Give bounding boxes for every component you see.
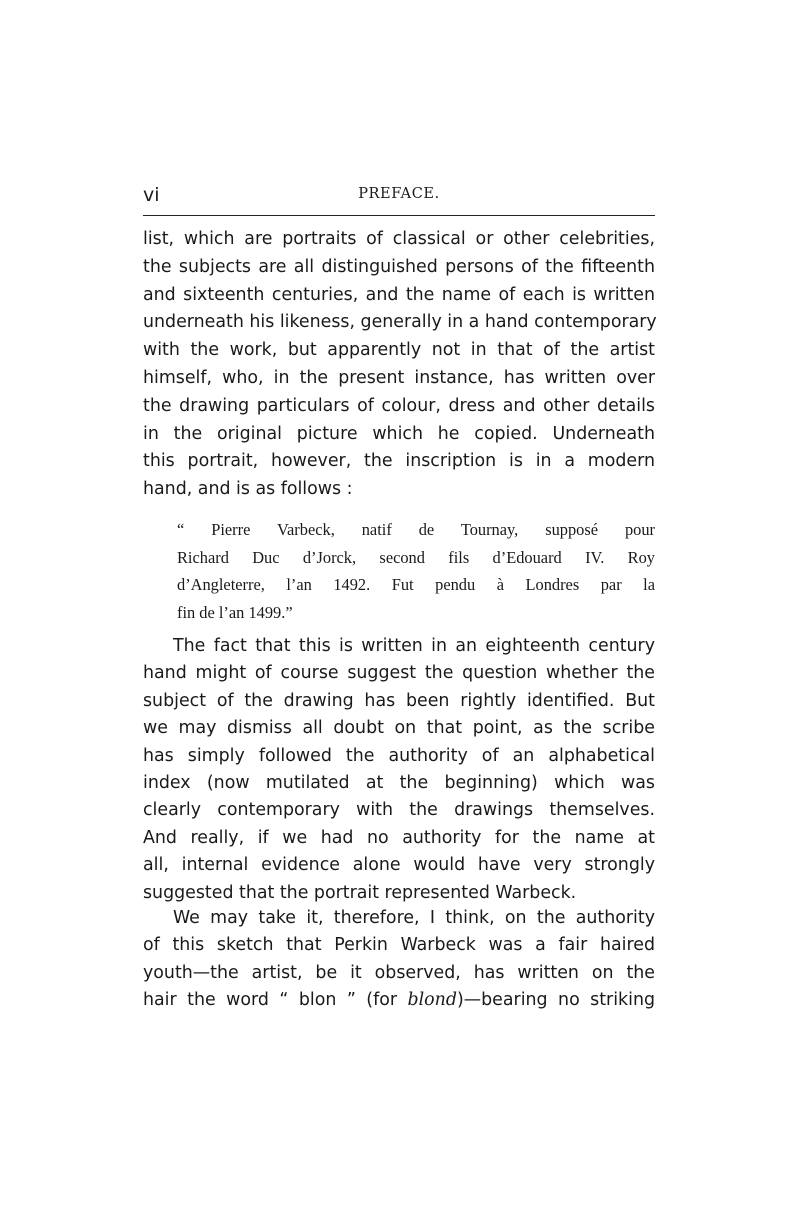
running-title: PREFACE. bbox=[358, 186, 440, 202]
text-line: the drawing particulars of colour, dress and other details bbox=[143, 395, 655, 416]
text-line: has simply followed the authority of an alphabetical bbox=[143, 745, 655, 766]
book-page bbox=[143, 0, 655, 1224]
text-run: )—bearing no striking bbox=[456, 990, 655, 1011]
italic-word: blond bbox=[407, 990, 457, 1011]
text-line: of this sketch that Perkin Warbeck was a fair haired bbox=[143, 935, 655, 956]
paragraph-2 bbox=[143, 633, 655, 907]
text-line: underneath his likeness, generally in a hand contemporary bbox=[143, 312, 657, 333]
paragraph-1 bbox=[143, 226, 655, 504]
text-line: hand, and is as follows : bbox=[143, 479, 353, 500]
quote-line: Richard Duc d’Jorck, second fils d’Edouard IV. Roy bbox=[177, 547, 655, 567]
text-line: we may dismiss all doubt on that point, as the scribe bbox=[143, 718, 655, 739]
text-line: and sixteenth centuries, and the name of each is written bbox=[143, 284, 655, 305]
quote-line: d’Angleterre, l’an 1492. Fut pendu à Londres par la bbox=[177, 575, 655, 595]
text-line: And really, if we had no authority for the name at bbox=[143, 827, 655, 848]
paragraph-3 bbox=[143, 905, 655, 1015]
text-line: clearly contemporary with the drawings themselves. bbox=[143, 800, 655, 821]
block-quotation bbox=[177, 516, 655, 626]
text-line: with the work, but apparently not in that of the artist bbox=[143, 340, 655, 361]
text-line: list, which are portraits of classical or other celebrities, bbox=[143, 229, 655, 249]
text-line: all, internal evidence alone would have very strongly bbox=[143, 855, 655, 876]
text-line: in the original picture which he copied. Underneath bbox=[143, 423, 655, 444]
text-line: himself, who, in the present instance, has written over bbox=[143, 367, 655, 388]
page-number: vi bbox=[143, 184, 160, 206]
text-line: index (now mutilated at the beginning) which was bbox=[143, 772, 655, 793]
text-line: hand might of course suggest the question whether the bbox=[143, 663, 655, 684]
text-line: this portrait, however, the inscription is in a modern bbox=[143, 451, 655, 472]
quote-line: fin de l’an 1499.” bbox=[177, 602, 293, 622]
text-line: youth—the artist, be it observed, has written on the bbox=[143, 962, 655, 983]
text-line: The fact that this is written in an eighteenth century bbox=[173, 636, 655, 656]
text-line-mixed bbox=[143, 987, 655, 1014]
text-line: the subjects are all distinguished persons of the fifteenth bbox=[143, 256, 655, 277]
text-line: We may take it, therefore, I think, on the authority bbox=[173, 908, 655, 928]
text-run: hair the word “ blon ” (for bbox=[143, 990, 408, 1011]
text-line: suggested that the portrait represented Warbeck. bbox=[143, 882, 577, 903]
header-rule bbox=[143, 215, 655, 216]
text-line: subject of the drawing has been rightly identified. But bbox=[143, 690, 655, 711]
quote-line: “ Pierre Varbeck, natif de Tournay, supposé pour bbox=[177, 520, 655, 539]
running-head bbox=[143, 184, 655, 210]
